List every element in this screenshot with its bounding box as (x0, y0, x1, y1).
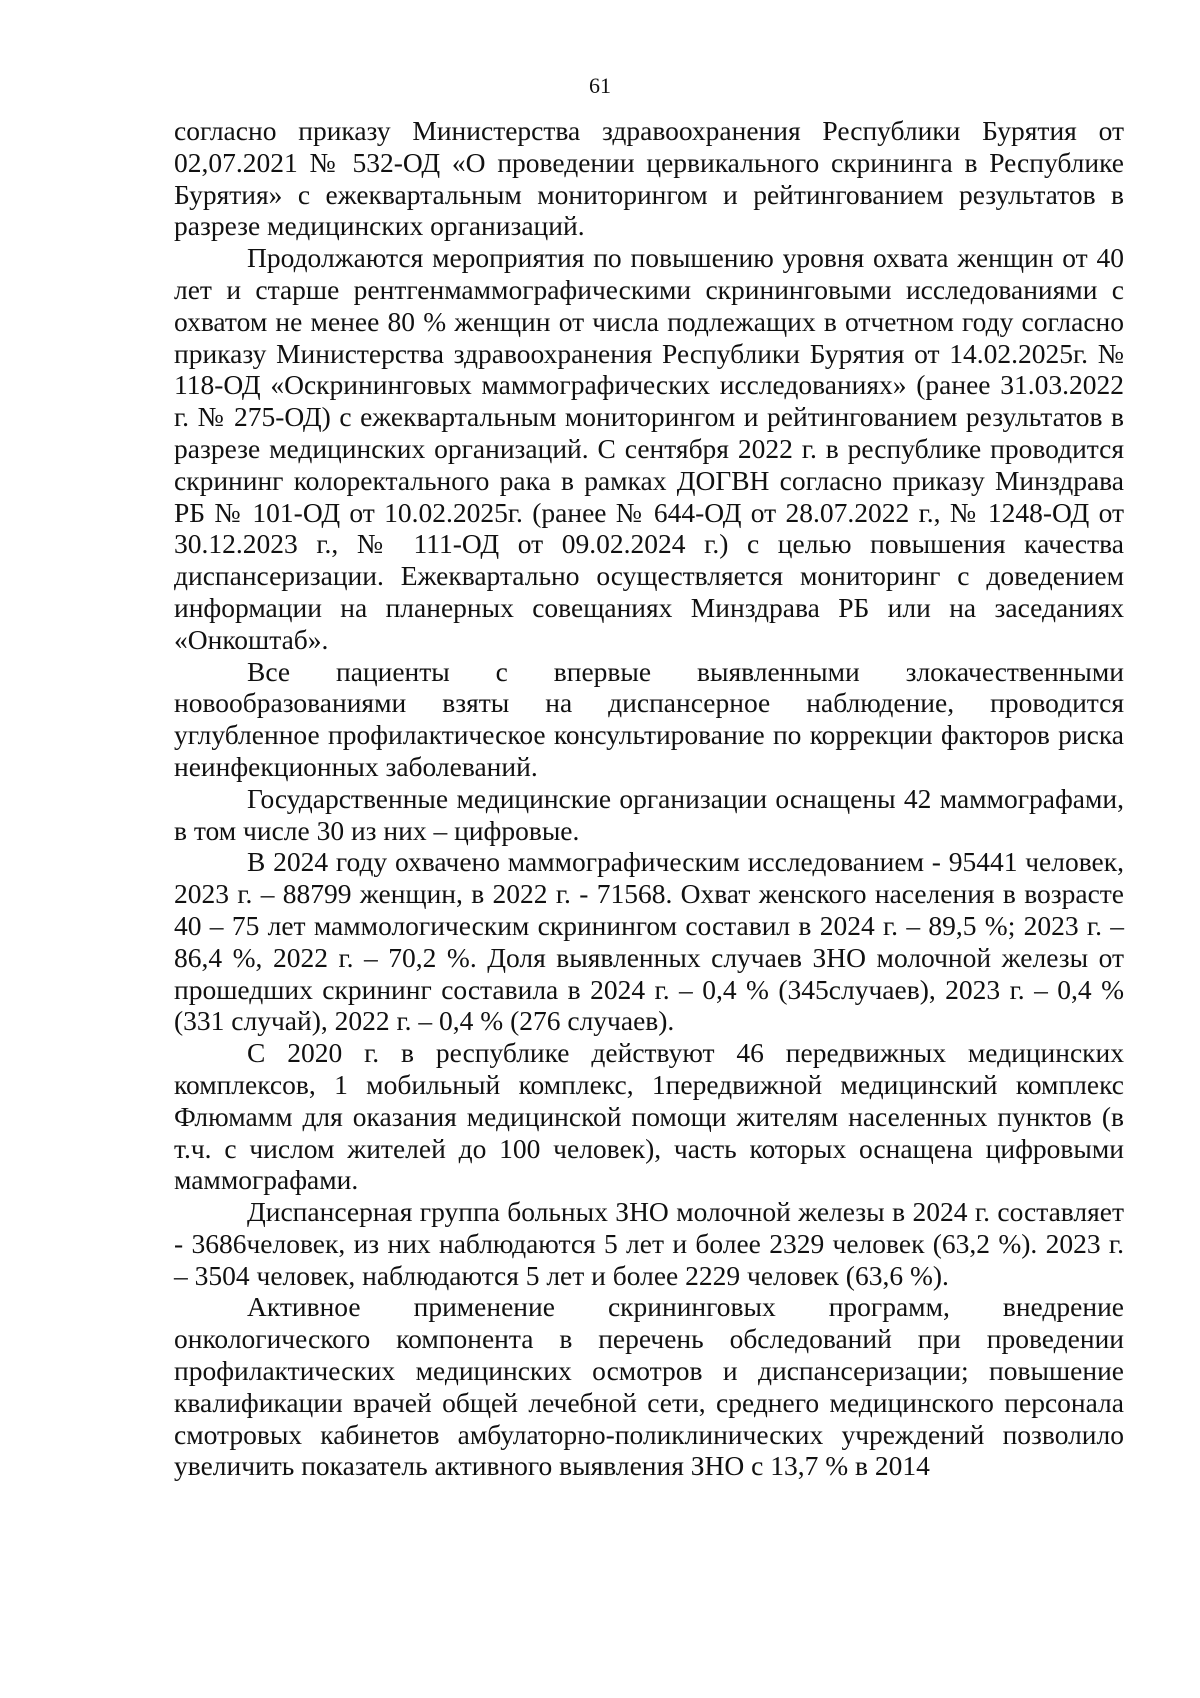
paragraph-mammography-screening: Продолжаются мероприятия по повышению уровня охвата женщин от 40 лет и старше рентгенмаммографическими скрининговыми исследованиями с охватом не менее 80 % женщин от числа подлежащих в отчетном году согласно приказу Министерства здравоохранения Республики Бурятия от 14.02.2025г. № 118-ОД «Оскрининговых маммографических исследованиях» (ранее 31.03.2022 г. № 275-ОД) с ежеквартальным мониторингом и рейтингованием результатов в разрезе медицинских организаций. С сентября 2022 г. в республике проводится скрининг колоректального рака в рамках ДОГВН согласно приказу Минздрава РБ № 101-ОД от 10.02.2025г. (ранее № 644-ОД от 28.07.2022 г., № 1248-ОД от 30.12.2023 г., № 111-ОД от 09.02.2024 г.) с целью повышения качества диспансеризации. Ежеквартально осуществляется мониторинг с доведением информации на планерных совещаниях Минздрава РБ или на заседаниях «Онкоштаб». (174, 242, 1124, 655)
paragraph-active-detection: Активное применение скрининговых программ, внедрение онкологического компонента в перечень обследований при проведении профилактических медицинских осмотров и диспансеризации; повышение квалификации врачей общей лечебной сети, среднего медицинского персонала смотровых кабинетов амбулаторно-поликлинических учреждений позволило увеличить показатель активного выявления ЗНО с 13,7 % в 2014 (174, 1291, 1124, 1482)
paragraph-dispensary-observation: Все пациенты с впервые выявленными злокачественными новообразованиями взяты на диспансерное наблюдение, проводится углубленное профилактическое консультирование по коррекции факторов риска неинфекционных заболеваний. (174, 655, 1124, 782)
document-body (174, 115, 1124, 1482)
paragraph-mammography-coverage: В 2024 году охвачено маммографическим исследованием - 95441 человек, 2023 г. – 88799 женщин, в 2022 г. - 71568. Охват женского населения в возрасте 40 – 75 лет маммологическим скринингом составил в 2024 г. – 89,5 %; 2023 г. – 86,4 %, 2022 г. – 70,2 %. Доля выявленных случаев ЗНО молочной железы от прошедших скрининг составила в 2024 г. – 0,4 % (345случаев), 2023 г. – 0,4 % (331 случай), 2022 г. – 0,4 % (276 случаев). (174, 846, 1124, 1037)
paragraph-mobile-complexes: С 2020 г. в республике действуют 46 передвижных медицинских комплексов, 1 мобильный комплекс, 1передвижной медицинский комплекс Флюмамм для оказания медицинской помощи жителям населенных пунктов (в т.ч. с числом жителей до 100 человек), часть которых оснащена цифровыми маммографами. (174, 1037, 1124, 1196)
paragraph-dispensary-group: Диспансерная группа больных ЗНО молочной железы в 2024 г. составляет - 3686человек, из них наблюдаются 5 лет и более 2329 человек (63,2 %). 2023 г. – 3504 человек, наблюдаются 5 лет и более 2229 человек (63,6 %). (174, 1196, 1124, 1291)
paragraph-mammograph-equipment: Государственные медицинские организации оснащены 42 маммографами, в том числе 30 из них – цифровые. (174, 782, 1124, 846)
page-number: 61 (589, 73, 611, 98)
paragraph-cervical-screening: согласно приказу Министерства здравоохранения Республики Бурятия от 02,07.2021 № 532-ОД «О проведении цервикального скрининга в Республике Бурятия» с ежеквартальным мониторингом и рейтингованием результатов в разрезе медицинских организаций. (174, 115, 1124, 242)
